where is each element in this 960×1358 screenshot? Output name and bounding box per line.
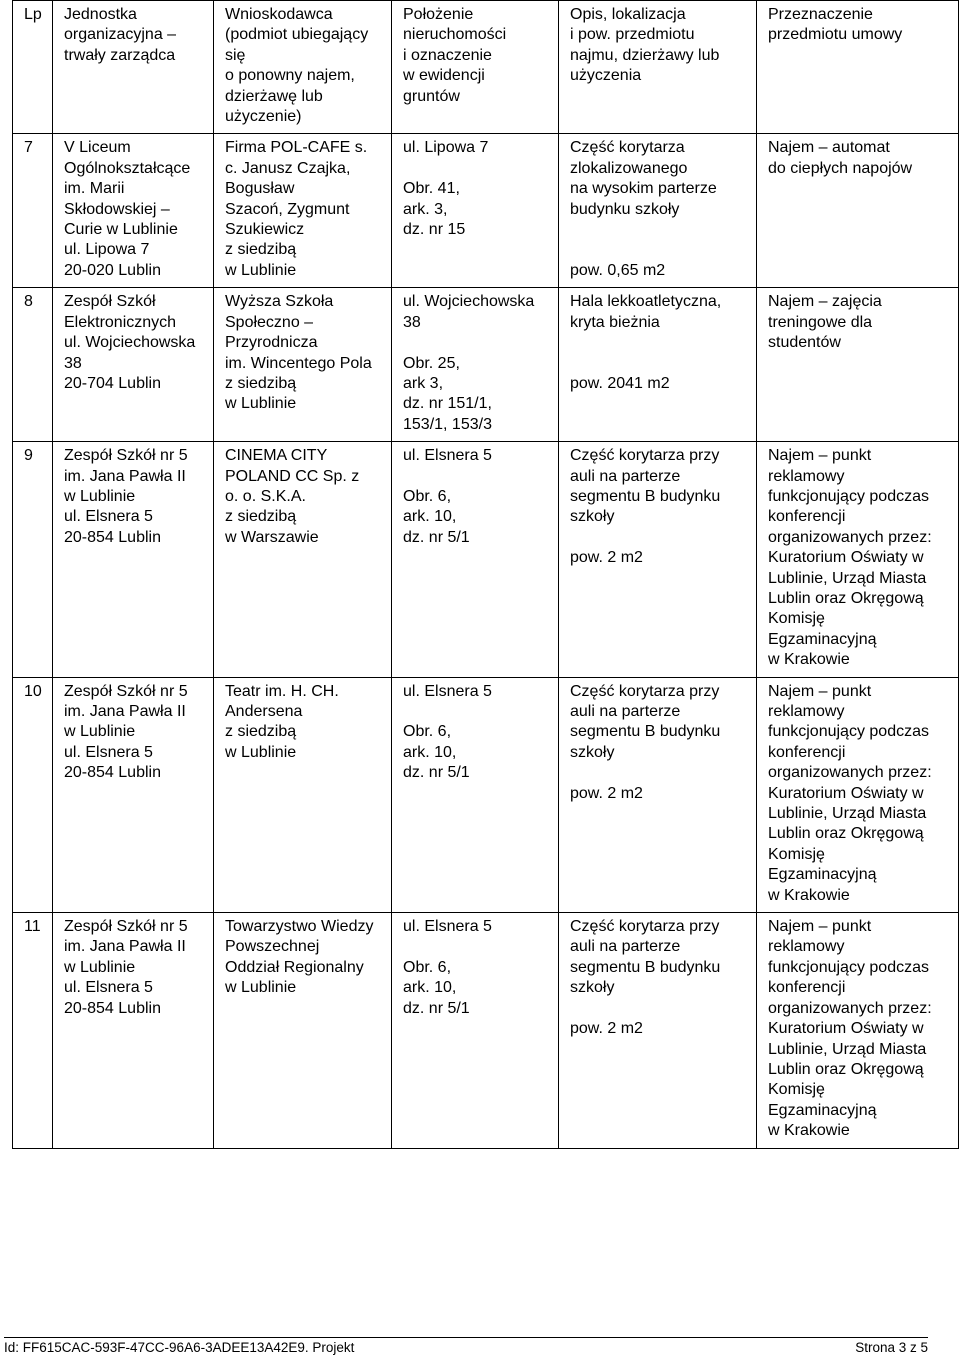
- cell-opis: Część korytarza zlokalizowanego na wysokim parterze budynku szkoły pow. 0,65 m2: [559, 134, 757, 288]
- cell-lp: 9: [13, 442, 53, 677]
- table-row: [13, 442, 959, 677]
- header-jednostka: Jednostka organizacyjna – trwały zarządca: [53, 1, 214, 134]
- cell-polozenie: ul. Elsnera 5 Obr. 6, ark. 10, dz. nr 5/1: [392, 677, 559, 912]
- cell-wnioskodawca: Wyższa Szkoła Społeczno – Przyrodnicza im. Wincentego Pola z siedzibą w Lublinie: [214, 288, 392, 442]
- table-row: [13, 677, 959, 912]
- cell-polozenie: ul. Wojciechowska 38 Obr. 25, ark 3, dz. nr 151/1, 153/1, 153/3: [392, 288, 559, 442]
- cell-polozenie: ul. Elsnera 5 Obr. 6, ark. 10, dz. nr 5/1: [392, 442, 559, 677]
- property-table: [12, 0, 959, 1149]
- cell-przeznaczenie: Najem – punkt reklamowy funkcjonujący podczas konferencji organizowanych przez: Kuratorium Oświaty w Lublinie, Urząd Miasta Lublin oraz Okręgową Komisję Egzaminacyjną w Krakowie: [757, 913, 959, 1148]
- cell-lp: 7: [13, 134, 53, 288]
- cell-wnioskodawca: CINEMA CITY POLAND CC Sp. z o. o. S.K.A. z siedzibą w Warszawie: [214, 442, 392, 677]
- cell-lp: 10: [13, 677, 53, 912]
- table-row: [13, 288, 959, 442]
- page-footer: [4, 1337, 928, 1357]
- cell-przeznaczenie: Najem – punkt reklamowy funkcjonujący podczas konferencji organizowanych przez: Kuratorium Oświaty w Lublinie, Urząd Miasta Lublin oraz Okręgową Komisję Egzaminacyjną w Krakowie: [757, 442, 959, 677]
- cell-opis: Część korytarza przy auli na parterze segmentu B budynku szkoły pow. 2 m2: [559, 677, 757, 912]
- table-row: [13, 913, 959, 1148]
- document-id: Id: FF615CAC-593F-47CC-96A6-3ADEE13A42E9. Projekt: [4, 1340, 355, 1355]
- cell-jednostka: V Liceum Ogólnokształcące im. Marii Skłodowskiej – Curie w Lublinie ul. Lipowa 7 20-020 Lublin: [53, 134, 214, 288]
- cell-opis: Część korytarza przy auli na parterze segmentu B budynku szkoły pow. 2 m2: [559, 913, 757, 1148]
- cell-jednostka: Zespół Szkół Elektronicznych ul. Wojciechowska 38 20-704 Lublin: [53, 288, 214, 442]
- cell-lp: 11: [13, 913, 53, 1148]
- header-polozenie: Położenie nieruchomości i oznaczenie w ewidencji gruntów: [392, 1, 559, 134]
- table-header-row: [13, 1, 959, 134]
- cell-polozenie: ul. Lipowa 7 Obr. 41, ark. 3, dz. nr 15: [392, 134, 559, 288]
- cell-wnioskodawca: Towarzystwo Wiedzy Powszechnej Oddział Regionalny w Lublinie: [214, 913, 392, 1148]
- cell-przeznaczenie: Najem – zajęcia treningowe dla studentów: [757, 288, 959, 442]
- header-opis: Opis, lokalizacja i pow. przedmiotu najmu, dzierżawy lub użyczenia: [559, 1, 757, 134]
- table-row: [13, 134, 959, 288]
- cell-jednostka: Zespół Szkół nr 5 im. Jana Pawła II w Lublinie ul. Elsnera 5 20-854 Lublin: [53, 677, 214, 912]
- cell-polozenie: ul. Elsnera 5 Obr. 6, ark. 10, dz. nr 5/1: [392, 913, 559, 1148]
- cell-wnioskodawca: Firma POL-CAFE s. c. Janusz Czajka, Bogusław Szacoń, Zygmunt Szukiewicz z siedzibą w Lublinie: [214, 134, 392, 288]
- page-number: Strona 3 z 5: [855, 1340, 928, 1355]
- cell-przeznaczenie: Najem – punkt reklamowy funkcjonujący podczas konferencji organizowanych przez: Kuratorium Oświaty w Lublinie, Urząd Miasta Lublin oraz Okręgową Komisję Egzaminacyjną w Krakowie: [757, 677, 959, 912]
- header-wnioskodawca: Wnioskodawca (podmiot ubiegający się o ponowny najem, dzierżawę lub użyczenie): [214, 1, 392, 134]
- cell-opis: Hala lekkoatletyczna, kryta bieżnia pow. 2041 m2: [559, 288, 757, 442]
- cell-wnioskodawca: Teatr im. H. CH. Andersena z siedzibą w Lublinie: [214, 677, 392, 912]
- cell-opis: Część korytarza przy auli na parterze segmentu B budynku szkoły pow. 2 m2: [559, 442, 757, 677]
- cell-lp: 8: [13, 288, 53, 442]
- cell-przeznaczenie: Najem – automat do ciepłych napojów: [757, 134, 959, 288]
- header-przeznaczenie: Przeznaczenie przedmiotu umowy: [757, 1, 959, 134]
- cell-jednostka: Zespół Szkół nr 5 im. Jana Pawła II w Lublinie ul. Elsnera 5 20-854 Lublin: [53, 913, 214, 1148]
- header-lp: Lp: [13, 1, 53, 134]
- cell-jednostka: Zespół Szkół nr 5 im. Jana Pawła II w Lublinie ul. Elsnera 5 20-854 Lublin: [53, 442, 214, 677]
